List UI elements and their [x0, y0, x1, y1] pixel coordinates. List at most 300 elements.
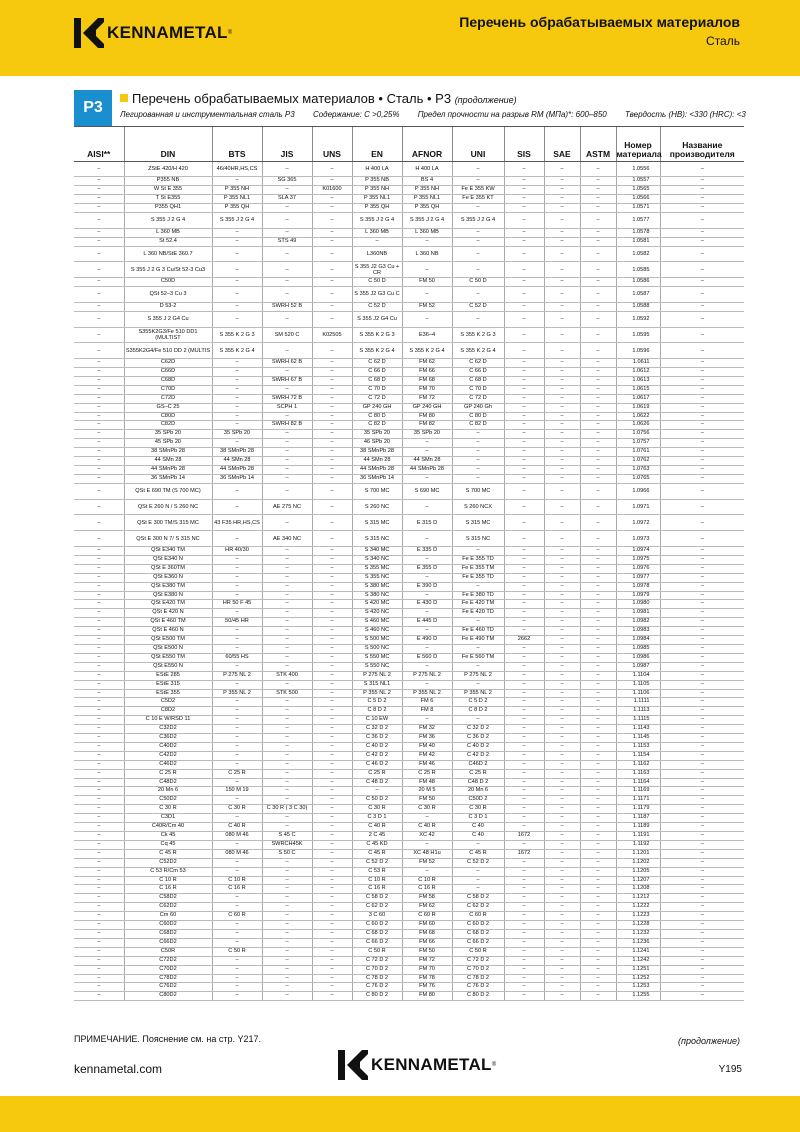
table-cell: –: [544, 912, 580, 921]
table-cell: –: [212, 840, 262, 849]
table-cell: –: [312, 956, 352, 965]
table-cell: –: [580, 769, 616, 778]
table-cell: C 60 D 2: [352, 921, 402, 930]
table-cell: –: [544, 499, 580, 515]
table-cell: –: [212, 531, 262, 547]
table-cell: Fe E 420 TM: [452, 600, 504, 609]
table-cell: –: [544, 974, 580, 983]
table-cell: 1.1111: [616, 698, 660, 707]
table-cell: QSt E 360TM: [124, 564, 212, 573]
table-cell: 45 SPb 20: [124, 439, 212, 448]
table-cell: QSt E 300 TM/S 315 MC: [124, 515, 212, 531]
table-cell: C 60 R: [402, 912, 452, 921]
table-cell: –: [312, 430, 352, 439]
table-cell: 1.0979: [616, 591, 660, 600]
table-cell: 1.1189: [616, 823, 660, 832]
table-cell: –: [74, 412, 124, 421]
table-cell: –: [262, 448, 312, 457]
table-cell: 1.0984: [616, 636, 660, 645]
table-cell: C 40: [452, 823, 504, 832]
table-cell: 1.1162: [616, 760, 660, 769]
table-cell: –: [452, 840, 504, 849]
table-cell: AE 340 NC: [262, 531, 312, 547]
table-cell: S 355 J 2 G4 Cu: [124, 311, 212, 327]
table-cell: –: [262, 698, 312, 707]
table-cell: –: [580, 983, 616, 992]
table-cell: P 275 NL 2: [212, 671, 262, 680]
table-cell: –: [74, 956, 124, 965]
table-cell: Fe E 420 TD: [452, 609, 504, 618]
table-row: [74, 278, 744, 287]
table-cell: –: [74, 814, 124, 823]
table-cell: –: [660, 840, 744, 849]
table-cell: –: [580, 531, 616, 547]
table-cell: S 700 MC: [352, 483, 402, 499]
table-cell: –: [504, 716, 544, 725]
header-logo[interactable]: [74, 18, 232, 48]
table-row: [74, 186, 744, 195]
table-cell: –: [74, 742, 124, 751]
table-cell: –: [212, 421, 262, 430]
table-cell: C 78 D 2: [452, 974, 504, 983]
table-cell: C 82 D: [352, 421, 402, 430]
table-cell: –: [262, 246, 312, 262]
table-cell: –: [544, 376, 580, 385]
table-cell: –: [262, 938, 312, 947]
table-cell: –: [212, 716, 262, 725]
table-cell: –: [580, 832, 616, 841]
table-cell: 1.0585: [616, 262, 660, 278]
table-cell: –: [74, 840, 124, 849]
table-cell: 1.1253: [616, 983, 660, 992]
table-cell: –: [660, 515, 744, 531]
table-cell: –: [660, 627, 744, 636]
table-cell: –: [312, 707, 352, 716]
table-cell: 1672: [504, 832, 544, 841]
table-cell: P355 NB: [124, 177, 212, 186]
table-cell: –: [580, 412, 616, 421]
table-cell: –: [452, 547, 504, 556]
table-cell: –: [580, 912, 616, 921]
table-cell: –: [312, 439, 352, 448]
table-cell: –: [504, 609, 544, 618]
table-cell: L 360 MB: [402, 228, 452, 237]
footer-logo[interactable]: [338, 1050, 496, 1080]
table-cell: 38 SMnPb 28: [352, 448, 402, 457]
table-cell: –: [262, 618, 312, 627]
table-row: [74, 653, 744, 662]
table-cell: 1.0578: [616, 228, 660, 237]
table-row: [74, 760, 744, 769]
table-cell: –: [660, 671, 744, 680]
table-cell: –: [660, 823, 744, 832]
table-cell: –: [504, 359, 544, 368]
table-cell: –: [544, 483, 580, 499]
table-cell: EStE 285: [124, 671, 212, 680]
table-cell: 1.0986: [616, 653, 660, 662]
table-cell: –: [504, 974, 544, 983]
table-cell: Ck 45: [124, 832, 212, 841]
table-cell: C 58 D 2: [352, 894, 402, 903]
table-cell: –: [212, 725, 262, 734]
footer-url-link[interactable]: kennametal.com: [74, 1062, 163, 1076]
table-cell: –: [212, 555, 262, 564]
table-cell: –: [544, 195, 580, 204]
table-row: [74, 287, 744, 303]
table-cell: P 355 NB: [352, 177, 402, 186]
table-cell: –: [660, 499, 744, 515]
table-cell: –: [504, 689, 544, 698]
table-cell: –: [212, 894, 262, 903]
table-cell: –: [544, 177, 580, 186]
table-cell: –: [660, 228, 744, 237]
table-cell: –: [504, 421, 544, 430]
table-cell: 1.0980: [616, 600, 660, 609]
table-cell: –: [74, 716, 124, 725]
table-cell: –: [660, 858, 744, 867]
table-cell: –: [74, 466, 124, 475]
table-cell: FM 68: [402, 376, 452, 385]
section-continued: (продолжение): [454, 95, 517, 105]
table-cell: 1.0566: [616, 195, 660, 204]
materials-table: [74, 127, 744, 1001]
table-cell: –: [660, 483, 744, 499]
table-cell: –: [312, 278, 352, 287]
table-cell: FM 72: [402, 956, 452, 965]
table-cell: 1.1169: [616, 787, 660, 796]
table-cell: –: [262, 385, 312, 394]
table-cell: –: [544, 609, 580, 618]
table-cell: –: [452, 448, 504, 457]
table-cell: FM 52: [402, 858, 452, 867]
table-cell: –: [660, 716, 744, 725]
table-cell: P 355 NH: [402, 186, 452, 195]
table-cell: –: [660, 600, 744, 609]
table-cell: –: [660, 555, 744, 564]
table-cell: 1.0977: [616, 573, 660, 582]
table-cell: –: [262, 483, 312, 499]
table-cell: –: [74, 311, 124, 327]
table-cell: –: [262, 466, 312, 475]
table-cell: –: [74, 262, 124, 278]
table-cell: C 50 R: [452, 947, 504, 956]
table-cell: –: [504, 921, 544, 930]
table-row: [74, 805, 744, 814]
table-cell: –: [262, 644, 312, 653]
table-cell: –: [74, 474, 124, 483]
table-cell: –: [262, 680, 312, 689]
table-cell: –: [312, 474, 352, 483]
table-cell: E 390 D: [402, 582, 452, 591]
table-cell: –: [74, 564, 124, 573]
table-cell: 1.0763: [616, 466, 660, 475]
table-cell: –: [74, 894, 124, 903]
table-cell: P 355 NL 2: [212, 689, 262, 698]
table-cell: –: [312, 885, 352, 894]
page-title: Перечень обрабатываемых материалов: [459, 14, 740, 30]
table-cell: –: [312, 636, 352, 645]
table-cell: –: [312, 912, 352, 921]
table-cell: C 16 R: [212, 885, 262, 894]
table-cell: –: [544, 947, 580, 956]
table-cell: –: [544, 707, 580, 716]
table-cell: –: [452, 716, 504, 725]
table-cell: C5D2: [124, 698, 212, 707]
table-cell: –: [660, 912, 744, 921]
table-cell: 150 M 19: [212, 787, 262, 796]
table-cell: QSt E 420 N: [124, 609, 212, 618]
table-cell: AE 275 NC: [262, 499, 312, 515]
table-cell: –: [504, 186, 544, 195]
table-cell: S 315 NC: [452, 531, 504, 547]
table-cell: –: [544, 161, 580, 177]
table-cell: 50/45 HR: [212, 618, 262, 627]
table-cell: Fe E 380 TD: [452, 591, 504, 600]
table-cell: S 690 MC: [402, 483, 452, 499]
table-cell: –: [504, 368, 544, 377]
table-cell: 35 SPb 20: [124, 430, 212, 439]
table-cell: –: [504, 262, 544, 278]
table-cell: –: [580, 547, 616, 556]
table-cell: –: [504, 385, 544, 394]
table-cell: C80D: [124, 412, 212, 421]
column-header: Номер материала: [616, 127, 660, 161]
registered-mark: ®: [227, 30, 233, 36]
table-cell: –: [212, 627, 262, 636]
table-cell: –: [544, 867, 580, 876]
table-cell: –: [74, 849, 124, 858]
table-row: [74, 903, 744, 912]
table-cell: QSt E380 N: [124, 591, 212, 600]
table-cell: 1.0976: [616, 564, 660, 573]
table-cell: S 420 MC: [352, 600, 402, 609]
table-row: [74, 867, 744, 876]
table-cell: –: [312, 515, 352, 531]
table-cell: –: [660, 466, 744, 475]
table-cell: C50D2: [124, 796, 212, 805]
table-cell: –: [580, 903, 616, 912]
table-cell: P 355 QH: [402, 204, 452, 213]
table-cell: –: [580, 262, 616, 278]
table-cell: C 30 R: [402, 805, 452, 814]
table-cell: –: [262, 186, 312, 195]
table-cell: –: [660, 573, 744, 582]
table-cell: –: [580, 823, 616, 832]
table-cell: –: [504, 751, 544, 760]
table-cell: 1.0619: [616, 403, 660, 412]
table-cell: –: [660, 938, 744, 947]
table-cell: –: [212, 302, 262, 311]
table-cell: E 430 D: [402, 600, 452, 609]
table-cell: –: [212, 707, 262, 716]
table-cell: –: [212, 609, 262, 618]
table-row: [74, 921, 744, 930]
table-cell: –: [504, 278, 544, 287]
table-cell: 1.0622: [616, 412, 660, 421]
table-cell: –: [544, 246, 580, 262]
table-cell: –: [660, 376, 744, 385]
table-cell: –: [74, 499, 124, 515]
table-cell: H 400 LA: [402, 161, 452, 177]
table-cell: C80D2: [124, 992, 212, 1001]
table-cell: –: [212, 680, 262, 689]
table-cell: –: [660, 609, 744, 618]
table-cell: –: [544, 644, 580, 653]
table-cell: –: [74, 327, 124, 343]
table-cell: –: [504, 457, 544, 466]
table-cell: 1.0582: [616, 246, 660, 262]
table-cell: 1.0595: [616, 327, 660, 343]
footer-band: [0, 1096, 800, 1132]
table-cell: –: [212, 734, 262, 743]
table-cell: C 16 R: [124, 885, 212, 894]
table-cell: –: [74, 832, 124, 841]
table-cell: –: [544, 760, 580, 769]
table-cell: Fe E 355 TD: [452, 555, 504, 564]
table-cell: –: [402, 499, 452, 515]
table-cell: –: [504, 760, 544, 769]
kennametal-logo-icon: [74, 18, 104, 48]
table-cell: 44 SMnPb 28: [124, 466, 212, 475]
table-row: [74, 474, 744, 483]
table-cell: –: [262, 929, 312, 938]
table-cell: –: [74, 751, 124, 760]
table-cell: –: [544, 359, 580, 368]
table-cell: –: [74, 698, 124, 707]
table-cell: 20 Mn 6: [124, 787, 212, 796]
table-cell: –: [504, 618, 544, 627]
table-cell: –: [660, 474, 744, 483]
table-cell: –: [544, 938, 580, 947]
table-row: [74, 618, 744, 627]
table-cell: C 30 R: [124, 805, 212, 814]
table-cell: –: [544, 787, 580, 796]
table-cell: GS–C 25: [124, 403, 212, 412]
table-cell: –: [262, 474, 312, 483]
table-cell: –: [74, 448, 124, 457]
table-cell: 1.1192: [616, 840, 660, 849]
table-cell: –: [312, 974, 352, 983]
table-cell: FM 78: [402, 974, 452, 983]
table-cell: –: [74, 680, 124, 689]
table-cell: –: [544, 448, 580, 457]
table-cell: QSt E 690 TM (S 700 MC): [124, 483, 212, 499]
table-cell: –: [580, 343, 616, 359]
table-cell: 1.1143: [616, 725, 660, 734]
table-row: [74, 671, 744, 680]
table-cell: –: [312, 725, 352, 734]
table-cell: 44 SMn 28: [352, 457, 402, 466]
table-cell: 44 SMn 28: [124, 457, 212, 466]
table-cell: K01600: [312, 186, 352, 195]
table-cell: C 46 D 2: [352, 760, 402, 769]
table-cell: –: [74, 725, 124, 734]
table-cell: –: [580, 618, 616, 627]
table-cell: –: [580, 439, 616, 448]
table-cell: –: [312, 671, 352, 680]
table-cell: 1.1252: [616, 974, 660, 983]
table-row: [74, 246, 744, 262]
table-cell: –: [660, 564, 744, 573]
table-cell: 1.1113: [616, 707, 660, 716]
table-cell: 1.1164: [616, 778, 660, 787]
table-cell: 46/40HR,HS,CS: [212, 161, 262, 177]
table-cell: –: [544, 403, 580, 412]
table-cell: 2 C 45: [352, 832, 402, 841]
table-row: [74, 177, 744, 186]
table-row: [74, 956, 744, 965]
table-cell: –: [262, 161, 312, 177]
table-cell: S 700 MC: [452, 483, 504, 499]
table-cell: C 53 R/Cm 53: [124, 867, 212, 876]
table-cell: –: [544, 956, 580, 965]
table-row: [74, 725, 744, 734]
table-cell: –: [580, 778, 616, 787]
table-cell: C72D: [124, 394, 212, 403]
table-cell: C 70 D 2: [452, 965, 504, 974]
table-cell: St 52.4: [124, 237, 212, 246]
table-cell: P 355 QH: [212, 204, 262, 213]
table-cell: C 82 D: [452, 421, 504, 430]
table-cell: –: [262, 278, 312, 287]
table-cell: –: [580, 228, 616, 237]
table-cell: S 500 NC: [352, 644, 402, 653]
table-row: [74, 564, 744, 573]
table-cell: 38 SMnPb 28: [212, 448, 262, 457]
carbon-content: Содержание: C >0,25%: [312, 110, 400, 119]
table-cell: –: [580, 515, 616, 531]
table-cell: –: [262, 787, 312, 796]
table-cell: –: [504, 823, 544, 832]
table-cell: –: [544, 311, 580, 327]
table-cell: 1.0581: [616, 237, 660, 246]
table-cell: –: [312, 195, 352, 204]
table-cell: –: [262, 582, 312, 591]
table-cell: E 560 D: [402, 653, 452, 662]
table-cell: –: [660, 547, 744, 556]
table-cell: –: [74, 618, 124, 627]
table-cell: –: [660, 867, 744, 876]
table-cell: 1.1179: [616, 805, 660, 814]
table-cell: –: [262, 867, 312, 876]
table-cell: –: [402, 814, 452, 823]
table-cell: C 76 D 2: [352, 983, 402, 992]
table-cell: –: [212, 965, 262, 974]
table-cell: 1.0617: [616, 394, 660, 403]
table-cell: 1.0761: [616, 448, 660, 457]
table-row: [74, 531, 744, 547]
table-cell: –: [544, 849, 580, 858]
table-cell: –: [504, 582, 544, 591]
table-cell: –: [74, 707, 124, 716]
table-cell: –: [580, 751, 616, 760]
table-cell: –: [504, 430, 544, 439]
table-cell: 44 SMnPb 28: [352, 466, 402, 475]
table-cell: S 355 K 2 G 3: [452, 327, 504, 343]
table-cell: –: [504, 439, 544, 448]
table-cell: –: [660, 769, 744, 778]
table-cell: 1.1145: [616, 734, 660, 743]
table-cell: 1.1208: [616, 885, 660, 894]
table-cell: –: [580, 186, 616, 195]
table-row: [74, 627, 744, 636]
table-cell: C 52 D 2: [352, 858, 402, 867]
table-cell: –: [402, 609, 452, 618]
table-cell: 1.1251: [616, 965, 660, 974]
table-cell: –: [74, 430, 124, 439]
table-cell: –: [544, 653, 580, 662]
table-cell: –: [504, 805, 544, 814]
